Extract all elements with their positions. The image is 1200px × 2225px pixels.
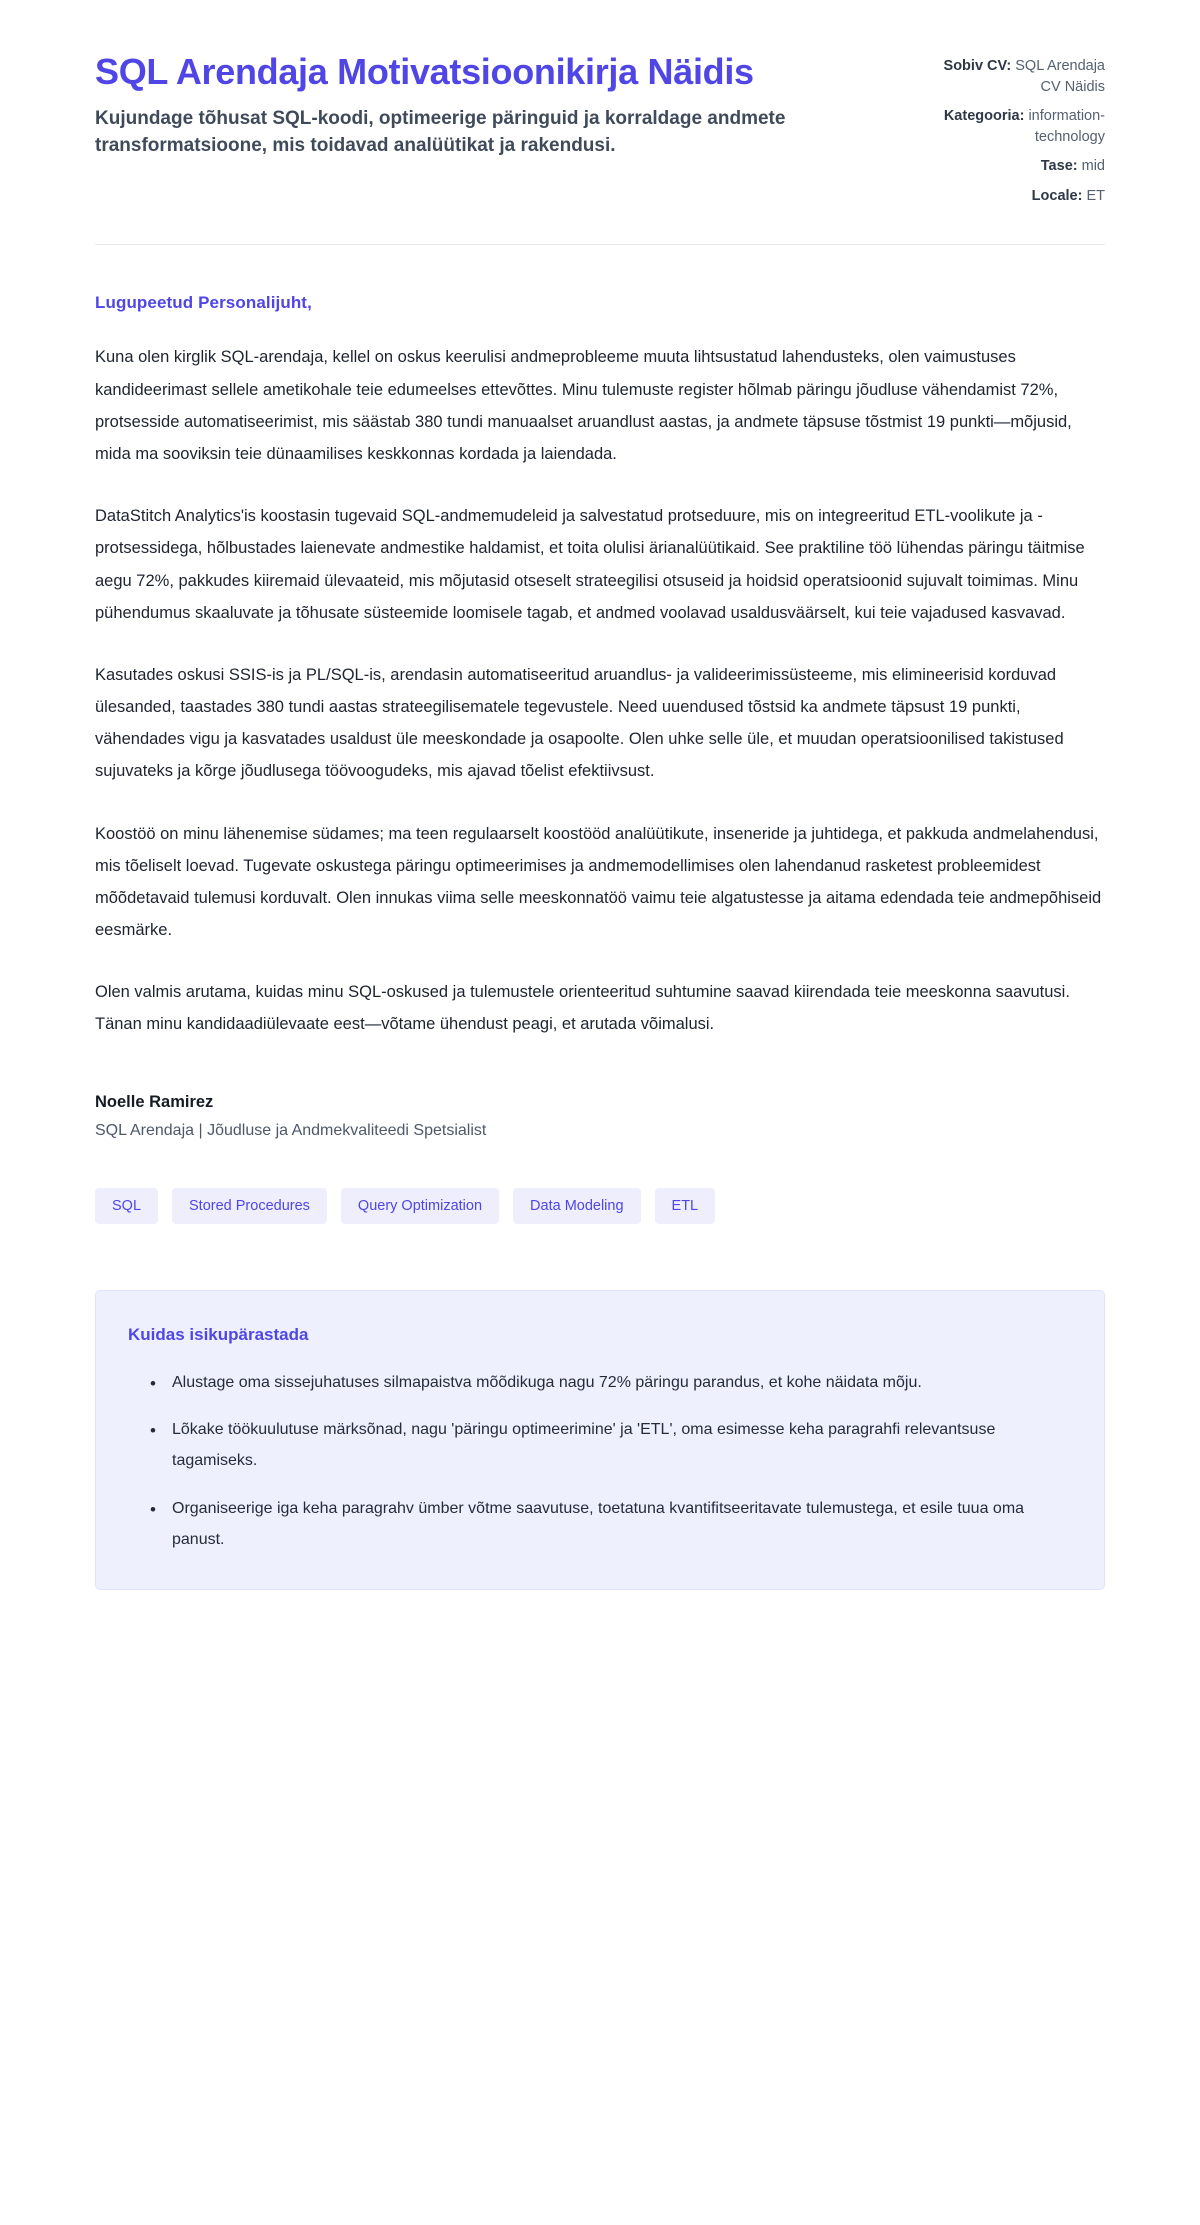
signature-name: Noelle Ramirez [95, 1092, 214, 1111]
letter-paragraph: Kasutades oskusi SSIS-is ja PL/SQL-is, arendasin automatiseeritud aruandlus- ja valideerimissüsteeme, mis elimineerisid korduvad ülesanded, taastades 380 tundi aastas strateegilisematele tegevustele. Need uuendused tõstsid ka andmete täpsust 19 punkti, vähendades vigu ja kasvatades usaldust üle meeskondade ja osapoolte. Olen uhke selle üle, et muudan operatsioonilised takistused sujuvateks ja kõrge jõudlusega töövoogudeks, mis ajavad tõelist efektiivsust. [95, 665, 1064, 781]
letter-paragraph: Koostöö on minu lähenemise südames; ma teen regulaarselt koostööd analüütikute, inseneride ja juhtidega, et pakkuda andmelahendusi, mis tõeliselt loevad. Tugevate oskustega päringu optimeerimises ja andmemodellimises olen lahendanud rasketest probleemidest mõõdetavaid tulemusi korduvalt. Olen innukas viima selle meeskonnatöö vaimu teie algatustesse ja aitama edendada teie andmepõhiseid eesmärke. [95, 824, 1102, 940]
page-header [95, 40, 1105, 206]
letter-body [95, 245, 1105, 1590]
callout-title: Kuidas isikupärastada [128, 1325, 309, 1345]
meta-label-locale: Locale: [1031, 187, 1083, 204]
page-title: SQL Arendaja Motivatsioonikirja Näidis [95, 51, 754, 92]
skill-tag[interactable]: SQL [95, 1188, 158, 1225]
header-title-block [95, 50, 855, 160]
meta-value-level: mid [1081, 158, 1105, 175]
skill-tag-list [95, 1188, 1105, 1225]
meta-row-level [935, 156, 1105, 177]
skill-tag[interactable]: Query Optimization [341, 1188, 499, 1225]
callout-tip-item: • Lõkake töökuulutuse märksõnad, nagu 'päringu optimeerimine' ja 'ETL', oma esimesse keha paragrahfi relevantsuse tagamiseks. [150, 1414, 1068, 1476]
callout-tip-item: • Organiseerige iga keha paragrahv ümber võtme saavutuse, toetatuna kvantifitseeritavate tulemustega, et esile tuua oma panust. [150, 1493, 1068, 1555]
skill-tag[interactable]: Data Modeling [513, 1188, 641, 1225]
callout-tip-item: • Alustage oma sissejuhatuses silmapaistva mõõdikuga nagu 72% päringu parandus, et kohe näidata mõju. [150, 1367, 1068, 1398]
meta-value-matching-cv: SQL Arendaja CV Näidis [1015, 58, 1105, 95]
letter-paragraph: DataStitch Analytics'is koostasin tugevaid SQL-andmemudeleid ja salvestatud protseduure, mis on integreeritud ETL-voolikute ja -protsessidega, hõlbustades laienevate andmestike haldamist, et toita olulisi ärianalüütikaid. See praktiline töö lühendas päringu täitmise aegu 72%, pakkudes kiiremaid ülevaateid, mis mõjutasid otseselt strateegilisi otsuseid ja hoidsid operatsioonid sujuvalt toimimas. Minu pühendumus skaaluvate ja tõhusate süsteemide loomisele tagab, et andmed voolavad usaldusväärselt, kui teie vajadused kasvavad. [95, 507, 1085, 622]
meta-row-matching-cv [935, 56, 1105, 97]
meta-value-locale: ET [1086, 187, 1105, 204]
meta-label-matching-cv: Sobiv CV: [943, 58, 1012, 74]
callout-tip-list [128, 1367, 1068, 1555]
meta-value-category: information-technology [1028, 108, 1105, 145]
header-metadata [935, 50, 1105, 206]
signature-block [95, 1093, 1105, 1140]
page-subtitle: Kujundage tõhusat SQL-koodi, optimeerige päringuid ja korraldage andmete transformatsioone, mis toidavad analüütikat ja rakendusi. [95, 107, 786, 156]
personalization-callout [95, 1290, 1105, 1590]
letter-paragraph: Olen valmis arutama, kuidas minu SQL-oskused ja tulemustele orienteeritud suhtumine saavad kiirendada teie meeskonna saavutusi. Tänan minu kandidaadiülevaate eest—võtame ühendust peagi, et arutada võimalusi. [95, 983, 1070, 1034]
meta-row-category [935, 106, 1105, 147]
skill-tag[interactable]: Stored Procedures [172, 1188, 327, 1225]
meta-label-level: Tase: [1040, 158, 1078, 175]
meta-label-category: Kategooria: [943, 108, 1025, 125]
letter-greeting: Lugupeetud Personalijuht, [95, 293, 312, 313]
meta-row-locale [935, 186, 1105, 207]
letter-paragraph: Kuna olen kirglik SQL-arendaja, kellel on oskus keerulisi andmeprobleeme muuta lihtsustatud lahendusteks, olen vaimustuses kandideerimast sellele ametikohale teie edumeelses ettevõttes. Minu tulemuste register hõlmab päringu jõudluse vähendamist 72%, protsesside automatiseerimist, mis säästab 380 tundi manuaalset aruandlust aastas, ja andmete täpsuse tõstmist 19 punkti—mõjusid, mida ma sooviksin teie dünaamilises keskkonnas kordada ja laiendada. [95, 348, 1072, 463]
signature-role: SQL Arendaja | Jõudluse ja Andmekvaliteedi Spetsialist [95, 1121, 487, 1139]
skill-tag[interactable]: ETL [655, 1188, 716, 1225]
